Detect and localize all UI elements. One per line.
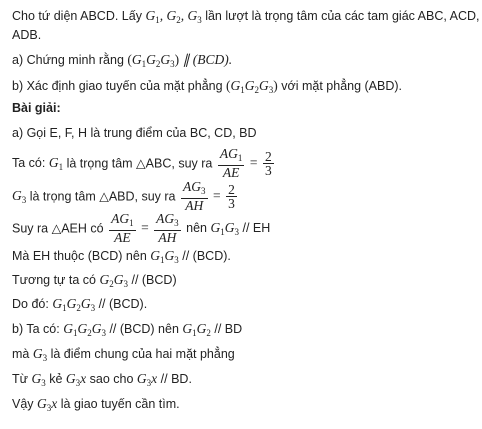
math-g3x: $G_3x$: [136, 371, 158, 388]
math-plane: $(G_1G_2G_3)$: [226, 78, 278, 95]
fraction-ag1-ae: $\frac{AG_1}{AE}$: [111, 211, 134, 245]
math-g1g3: $G_1G_3$: [210, 219, 239, 237]
fraction-denominator: AE: [222, 165, 240, 180]
fraction-ag1-ae: $\frac{AG_1}{AE}$: [219, 146, 243, 180]
part-b-question: [12, 78, 402, 95]
step-text: // (BCD).: [98, 297, 148, 311]
solution-heading: Bài giải:: [12, 101, 61, 115]
fraction-numerator: 2: [228, 181, 235, 197]
fraction-numerator: AG: [156, 211, 175, 226]
part-b-text: b) Xác định giao tuyến của mặt phẳng: [12, 79, 223, 93]
part-a-text: a) Chứng minh rằng: [12, 53, 124, 67]
fraction-denominator: AH: [158, 230, 177, 245]
step-text: // BD: [214, 322, 243, 336]
solution-step-1: [12, 147, 276, 179]
solution-a-intro: a) Gọi E, F, H là trung điểm của BC, CD, BD: [12, 126, 257, 140]
step-text: Vậy: [12, 397, 34, 411]
solution-b-step-3: [12, 371, 192, 388]
solution-b-step-4: [12, 396, 180, 413]
math-g3: $G_3$: [12, 187, 27, 205]
math-plane: $(G_1G_2G_3)$: [127, 52, 180, 69]
equals-sign: =: [249, 155, 258, 170]
step-text: // (BCD).: [182, 249, 231, 263]
part-a-question: [12, 52, 232, 69]
step-text: kẻ: [49, 372, 63, 386]
math-g3: $G_3$: [31, 371, 46, 388]
problem-text: Cho tứ diện ABCD. Lấy: [12, 9, 142, 23]
problem-text: lần lượt là trọng tâm của các tam giác ABC, ACD,: [205, 9, 480, 23]
step-text: Do đó:: [12, 297, 49, 311]
step-text: là điểm chung của hai mặt phẳng: [50, 347, 235, 361]
solution-step-5: [12, 272, 177, 289]
solution-step-6: [12, 296, 147, 313]
step-text: Từ: [12, 372, 29, 386]
step-text: // BD.: [160, 372, 192, 386]
fraction-numerator: AG: [219, 146, 238, 161]
math-parallel: ∥ (BCD).: [182, 52, 233, 67]
step-text: Suy ra △AEH có: [12, 221, 104, 236]
step-text: Tương tự ta có: [12, 273, 96, 287]
problem-line-1: [12, 8, 480, 25]
part-b-text: với mặt phẳng (ABD).: [281, 79, 403, 93]
step-text: // (BCD): [131, 273, 177, 287]
step-text: Ta có:: [12, 156, 46, 170]
step-text: là trọng tâm △ABC, suy ra: [66, 156, 213, 171]
fraction-denominator: AH: [185, 198, 204, 213]
solution-step-2: [12, 180, 239, 212]
math-g3x: $G_3x$: [37, 396, 58, 413]
math-g3: $G_3$: [32, 346, 48, 363]
math-g1g2g3: $G_1G_2G_3$: [63, 321, 106, 338]
math-g1: $G_1$: [48, 154, 64, 172]
fraction-denominator: 3: [228, 195, 235, 211]
fraction-numerator: 2: [264, 148, 272, 164]
step-text: Mà EH thuộc (BCD) nên: [12, 249, 147, 263]
math-g1g2g3: $G_1G_2G_3$: [52, 296, 96, 313]
fraction-denominator: AE: [114, 230, 131, 245]
problem-line-2: ADB.: [12, 28, 42, 42]
equals-sign: =: [212, 188, 221, 203]
solution-b-step-1: [12, 321, 242, 338]
solution-b-step-2: [12, 346, 235, 363]
fraction-two-thirds: [226, 183, 237, 210]
math-g2g3: $G_2G_3$: [99, 272, 128, 289]
fraction-numerator: AG: [111, 211, 130, 226]
step-text: mà: [12, 347, 30, 361]
fraction-two-thirds: [263, 150, 274, 177]
step-text: // (BCD) nên: [109, 322, 179, 336]
fraction-denominator: 3: [264, 162, 272, 178]
math-g1g2: $G_1G_2$: [182, 321, 211, 338]
step-text: sao cho: [89, 372, 134, 386]
math-points: $G_1$, $G_2$, $G_3$: [145, 8, 202, 25]
solution-step-4: [12, 248, 231, 265]
step-text: b) Ta có:: [12, 322, 60, 336]
math-g3x: $G_3x$: [65, 371, 87, 388]
step-text: là giao tuyến cần tìm.: [60, 397, 180, 411]
step-text: nên: [186, 221, 208, 235]
solution-step-3: [12, 212, 270, 244]
fraction-ag3-ah: $\frac{AG_3}{AH}$: [156, 211, 179, 245]
fraction-numerator: AG: [183, 179, 201, 194]
fraction-ag3-ah: $\frac{AG_3}{AH}$: [183, 179, 206, 213]
step-text: là trọng tâm △ABD, suy ra: [29, 189, 176, 204]
equals-sign: =: [141, 220, 149, 235]
step-text: // EH: [242, 221, 271, 235]
math-g1g3: $G_1G_3$: [150, 248, 179, 265]
